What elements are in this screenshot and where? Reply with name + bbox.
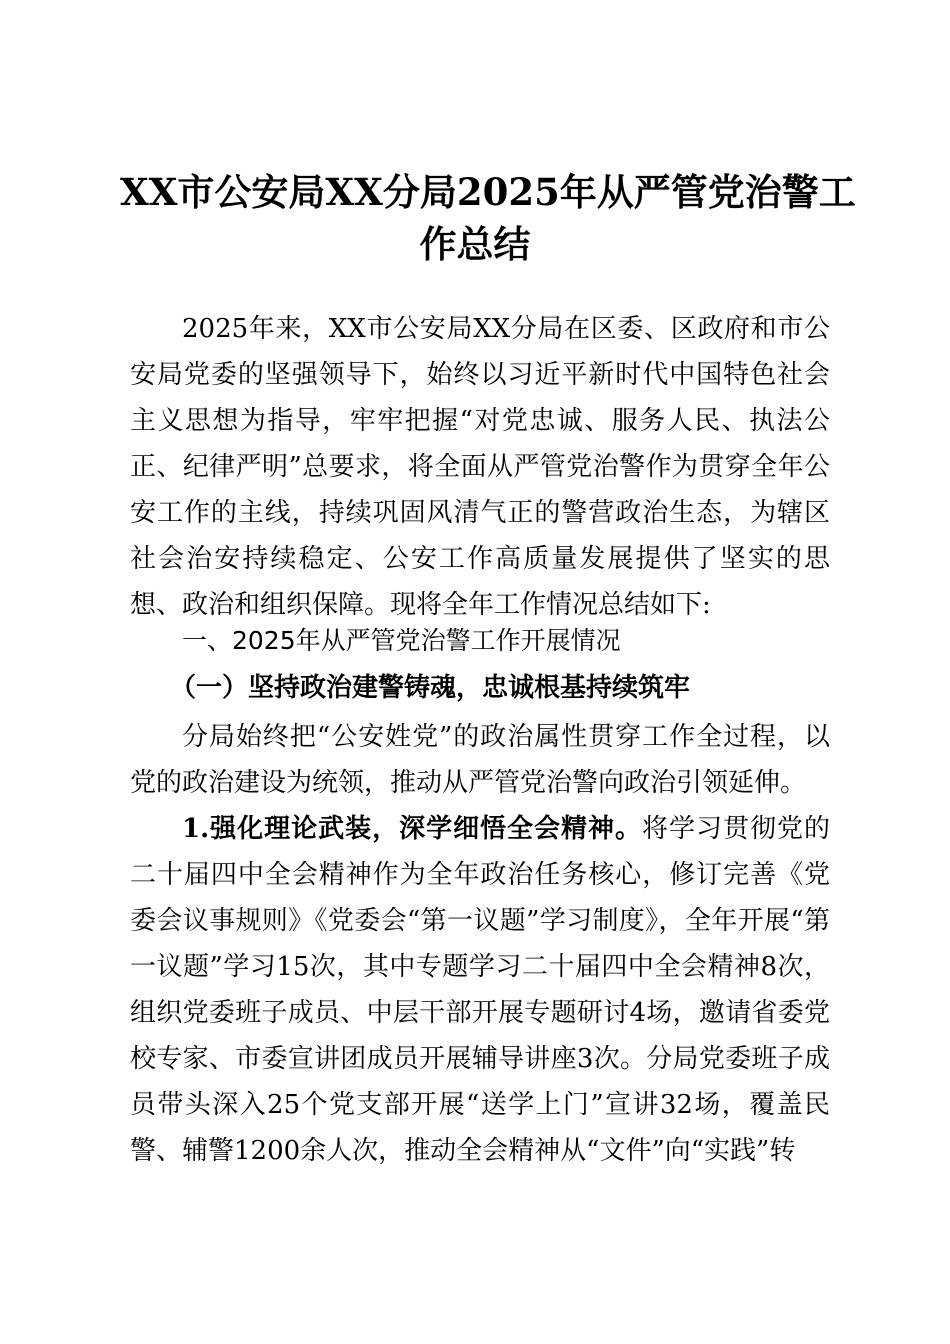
title-line-2: 作总结 [419, 222, 531, 266]
item-1-lead: 1.强化理论武装，深学细悟全会精神。 [182, 814, 643, 844]
intro-paragraph: 2025年来，XX市公安局XX分局在区委、区政府和市公安局党委的坚强领导下，始终以习近平新时代中国特色社会主义思想为指导，牢牢把握“对党忠诚、服务人民、执法公正、纪律严明”总要求，将全面从严管党治警作为贯穿全年公安工作的主线，持续巩固风清气正的警营政治生态，为辖区社会治安持续稳定、公安工作高质量发展提供了坚实的思想、政治和组织保障。现将全年工作情况总结如下: [130, 314, 830, 620]
document-title [120, 166, 856, 270]
subsection-heading: （一）坚持政治建警铸魂，忠诚根基持续筑牢 [170, 673, 691, 703]
section-heading: 一、2025年从严管党治警工作开展情况 [182, 626, 621, 655]
item-1-text: 将学习贯彻党的二十届四中全会精神作为全年政治任务核心，修订完善《党委会议事规则》《党委会“第一议题”学习制度》，全年开展“第一议题”学习15次，其中专题学习二十届四中全会精神8次，组织党委班子成员、中层干部开展专题研讨4场，邀请省委党校专家、市委宣讲团成员开展辅导讲座3次。分局党委班子成员带头深入25个党支部开展“送学上门”宣讲32场，覆盖民警、辅警1200余人次，推动全会精神从“文件”向“实践”转 [130, 814, 830, 1166]
item-1-paragraph [130, 806, 830, 1174]
subsection-paragraph: 分局始终把“公安姓党”的政治属性贯穿工作全过程，以党的政治建设为统领，推动从严管党治警向政治引领延伸。 [130, 722, 830, 798]
title-line-1: XX市公安局XX分局2025年从严管党治警工 [120, 170, 856, 214]
